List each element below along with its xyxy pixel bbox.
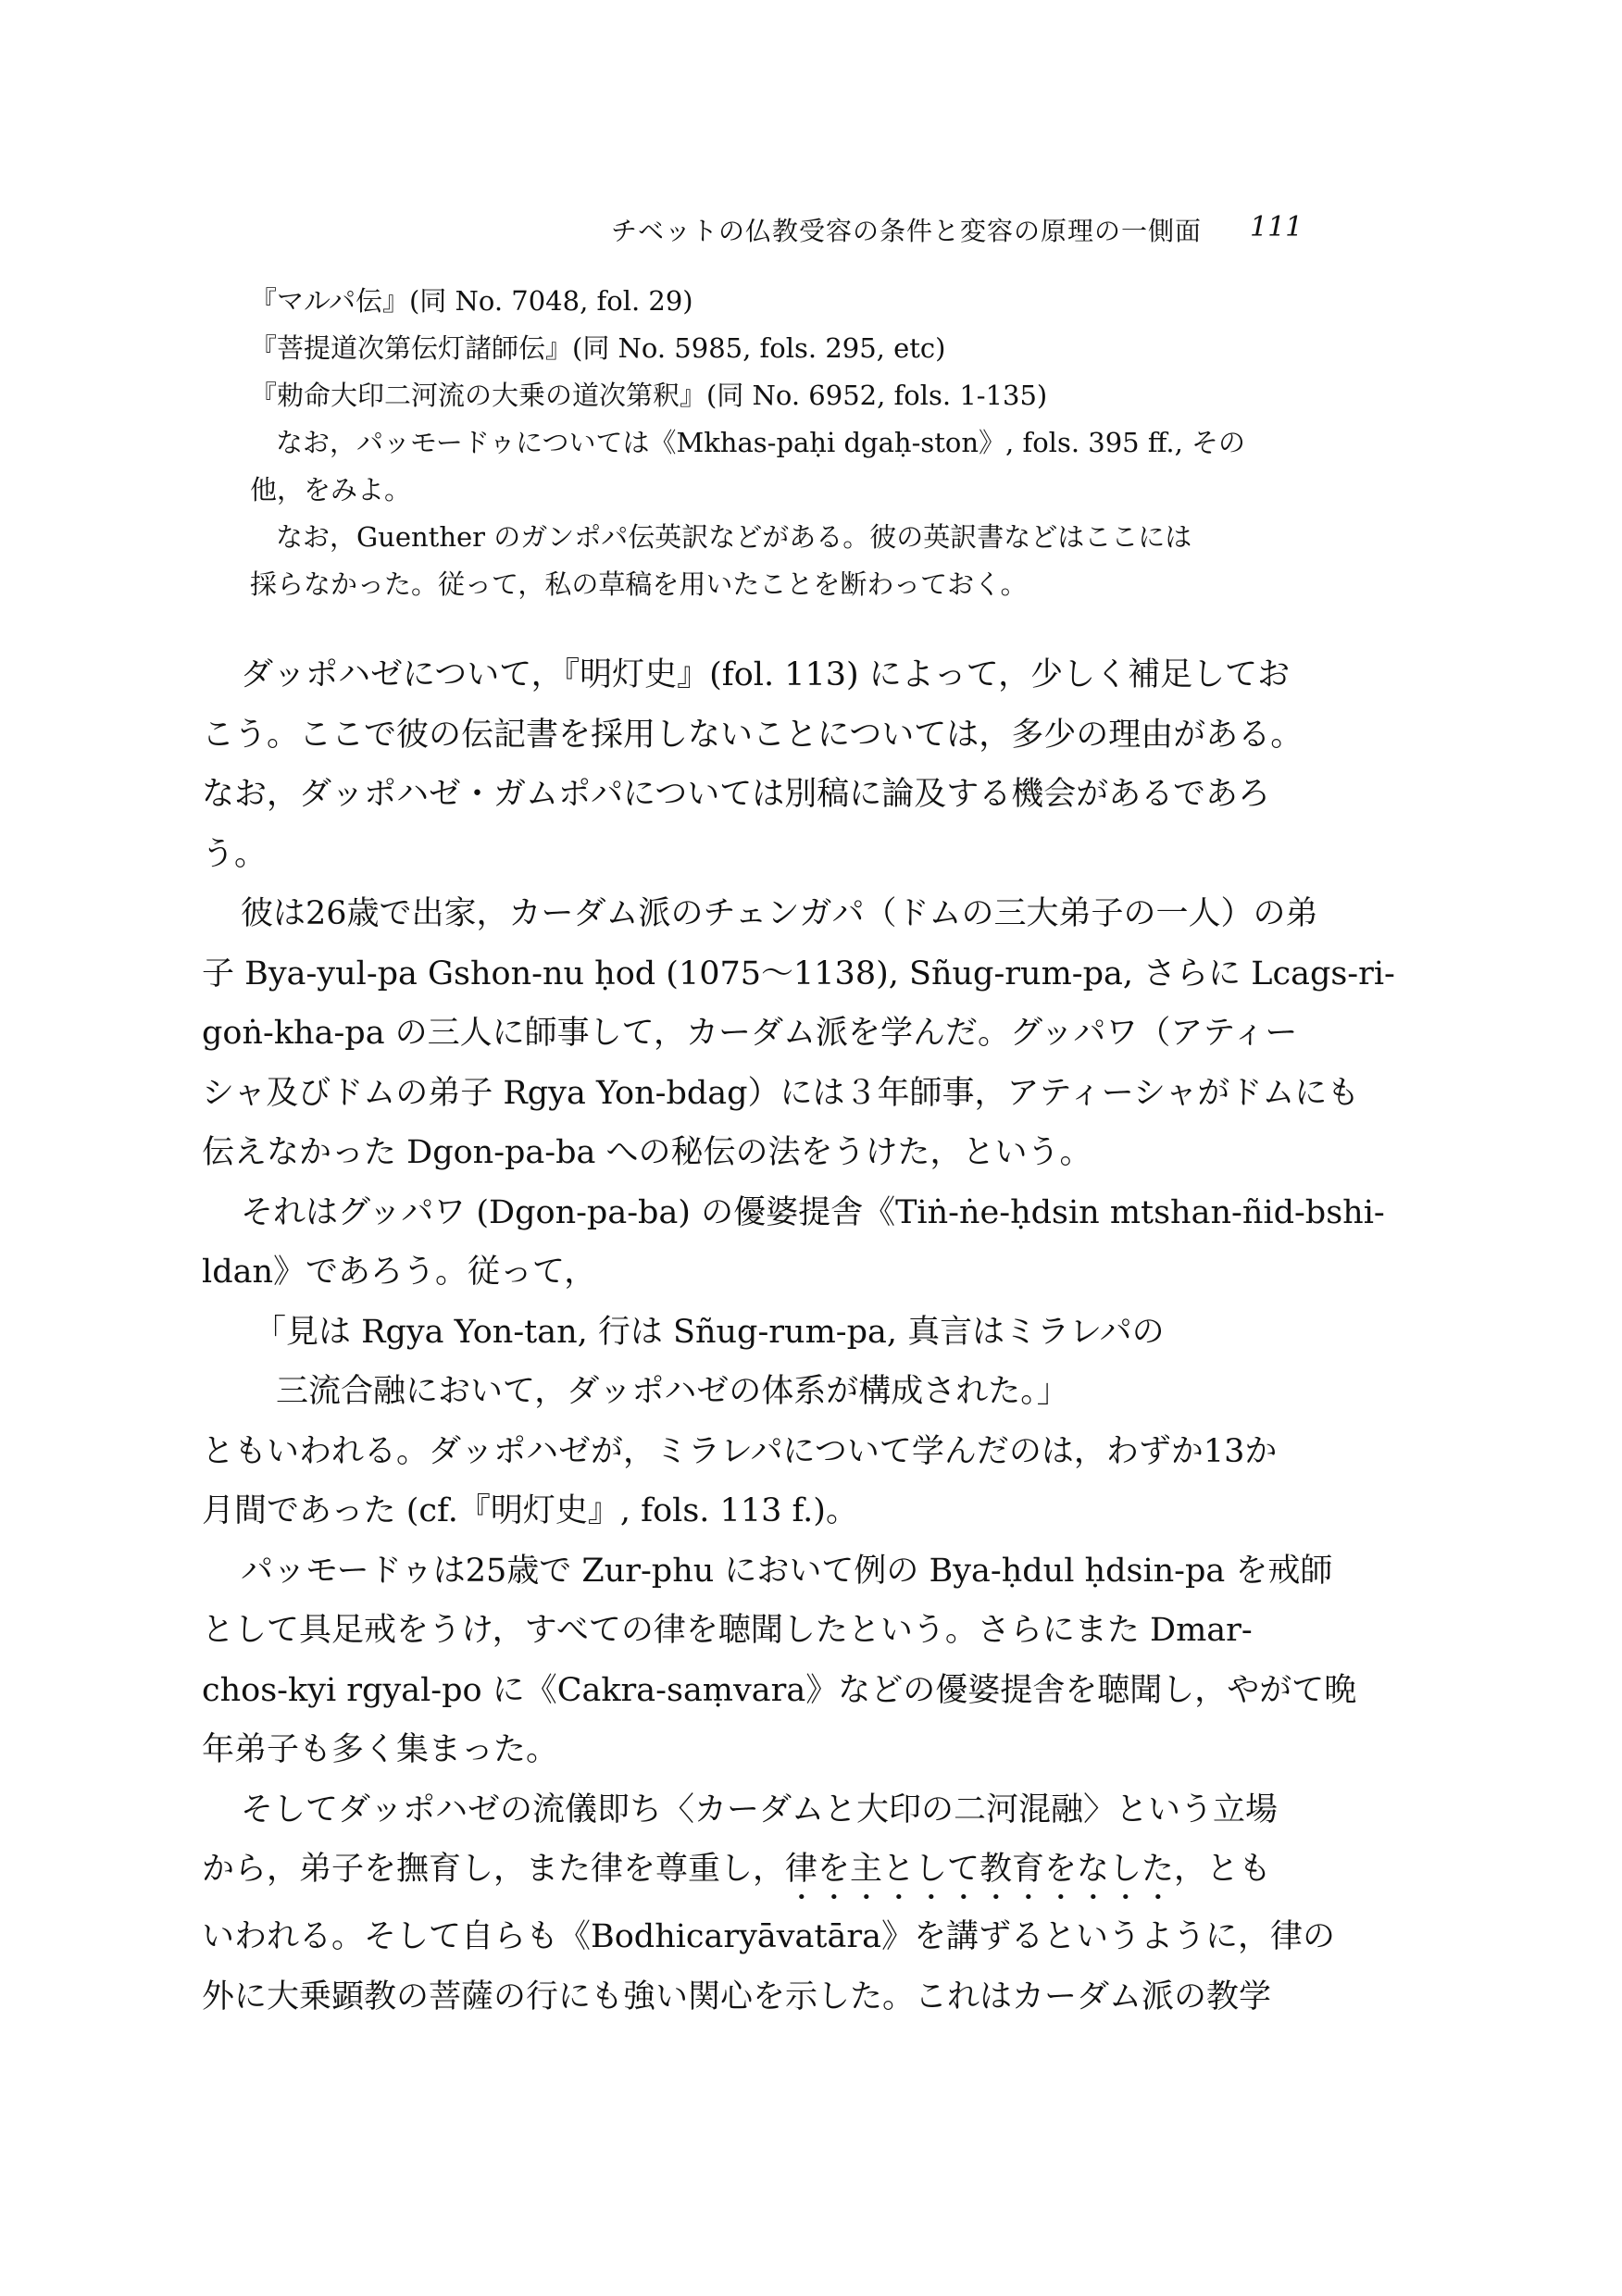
body-line: として具足戒をうけ，すべての律を聴聞したという。さらにまた Dmar- <box>202 1612 1253 1649</box>
body-line: 外に大乗顕教の菩薩の行にも強い関心を示した。これはカーダム派の教学 <box>202 1978 1272 2015</box>
body-line: chos-kyi rgyal-po に《Cakra-saṃvara》などの優婆提舎を聴聞し，やがて晩 <box>202 1671 1357 1709</box>
note-line: 『マルパ伝』(同 No. 7048, fol. 29) <box>250 285 693 317</box>
note-line: 他，をみよ。 <box>250 474 412 505</box>
body-line: なお，ダッポハゼ・ガムポパについては別稿に論及する機会があるであろ <box>202 776 1270 813</box>
body-line: goṅ-kha-pa の三人に師事して，カーダム派を学んだ。グッパワ（アティー <box>202 1015 1298 1052</box>
body-line: 年弟子も多く集まった。 <box>202 1731 559 1768</box>
body-line: 子 Bya-yul-pa Gshon-nu ḥod (1075〜1138), Sñug-rum-pa, さらに Lcags-ri- <box>202 955 1395 992</box>
body-line <box>202 1840 1396 1907</box>
body-line: パッモードゥは25歳で Zur-phu において例の Bya-ḥdul ḥdsin-pa を戒師 <box>241 1552 1333 1590</box>
quote-line: 「見は Rgya Yon-tan, 行は Sñug-rum-pa, 真言はミラレパの <box>254 1313 1165 1351</box>
emphasized-phrase: 律を主として教育をなした <box>785 1851 1175 1888</box>
body-line: こう。ここで彼の伝記書を採用しないことについては，多少の理由がある。 <box>202 716 1304 754</box>
note-line: なお，Guenther のガンポパ伝英訳などがある。彼の英訳書などはここには <box>276 521 1192 553</box>
note-line: 『菩提道次第伝灯諸師伝』(同 No. 5985, fols. 295, etc) <box>250 332 946 364</box>
page-number: 111 <box>1250 211 1304 243</box>
body-line: ともいわれる。ダッポハゼが，ミラレパについて学んだのは，わずか13か <box>202 1432 1278 1470</box>
body-line: ダッポハゼについて，『明灯史』(fol. 113) によって，少しく補足してお <box>241 656 1291 693</box>
note-line: 『勅命大印二河流の大乗の道次第釈』(同 No. 6952, fols. 1-135) <box>250 380 1048 411</box>
note-line: なお，パッモードゥについては《Mkhas-paḥi dgaḥ-ston》, fols. 395 ff., その <box>276 427 1246 458</box>
body-line-part: ，とも <box>1174 1851 1272 1888</box>
body-line: 彼は26歳で出家，カーダム派のチェンガパ（ドムの三大弟子の一人）の弟 <box>241 895 1318 932</box>
body-line: それはグッパワ (Dgon-pa-ba) の優婆提舎《Tiṅ-ṅe-ḥdsin mtshan-ñid-bshi- <box>241 1193 1385 1231</box>
body-line: そしてダッポハゼの流儀即ち〈カーダムと大印の二河混融〉という立場 <box>241 1791 1279 1828</box>
running-title: チベットの仏教受容の条件と変容の原理の一側面 <box>611 216 1203 246</box>
body-line: シャ及びドムの弟子 Rgya Yon-bdag）には３年師事，アティーシャがドムにも <box>202 1074 1360 1112</box>
running-header <box>0 211 1622 248</box>
body-line: いわれる。そして自らも《Bodhicaryāvatāra》を講ずるというように，律の <box>202 1918 1335 1955</box>
body-line-part: から，弟子を撫育し，また律を尊重し， <box>202 1851 786 1888</box>
body-line: ldan》であろう。従って， <box>202 1254 597 1291</box>
quote-line: 三流合融において，ダッポハゼの体系が構成された。」 <box>276 1373 1069 1410</box>
body-line: 月間であった (cf.『明灯史』, fols. 113 f.)。 <box>202 1492 858 1529</box>
note-line: 採らなかった。従って，私の草稿を用いたことを断わっておく。 <box>250 568 1028 600</box>
body-text <box>202 645 1396 2027</box>
body-line: 伝えなかった Dgon-pa-ba への秘伝の法をうけた，という。 <box>202 1134 1092 1171</box>
notes-block <box>250 278 1361 608</box>
body-line: う。 <box>202 835 268 873</box>
